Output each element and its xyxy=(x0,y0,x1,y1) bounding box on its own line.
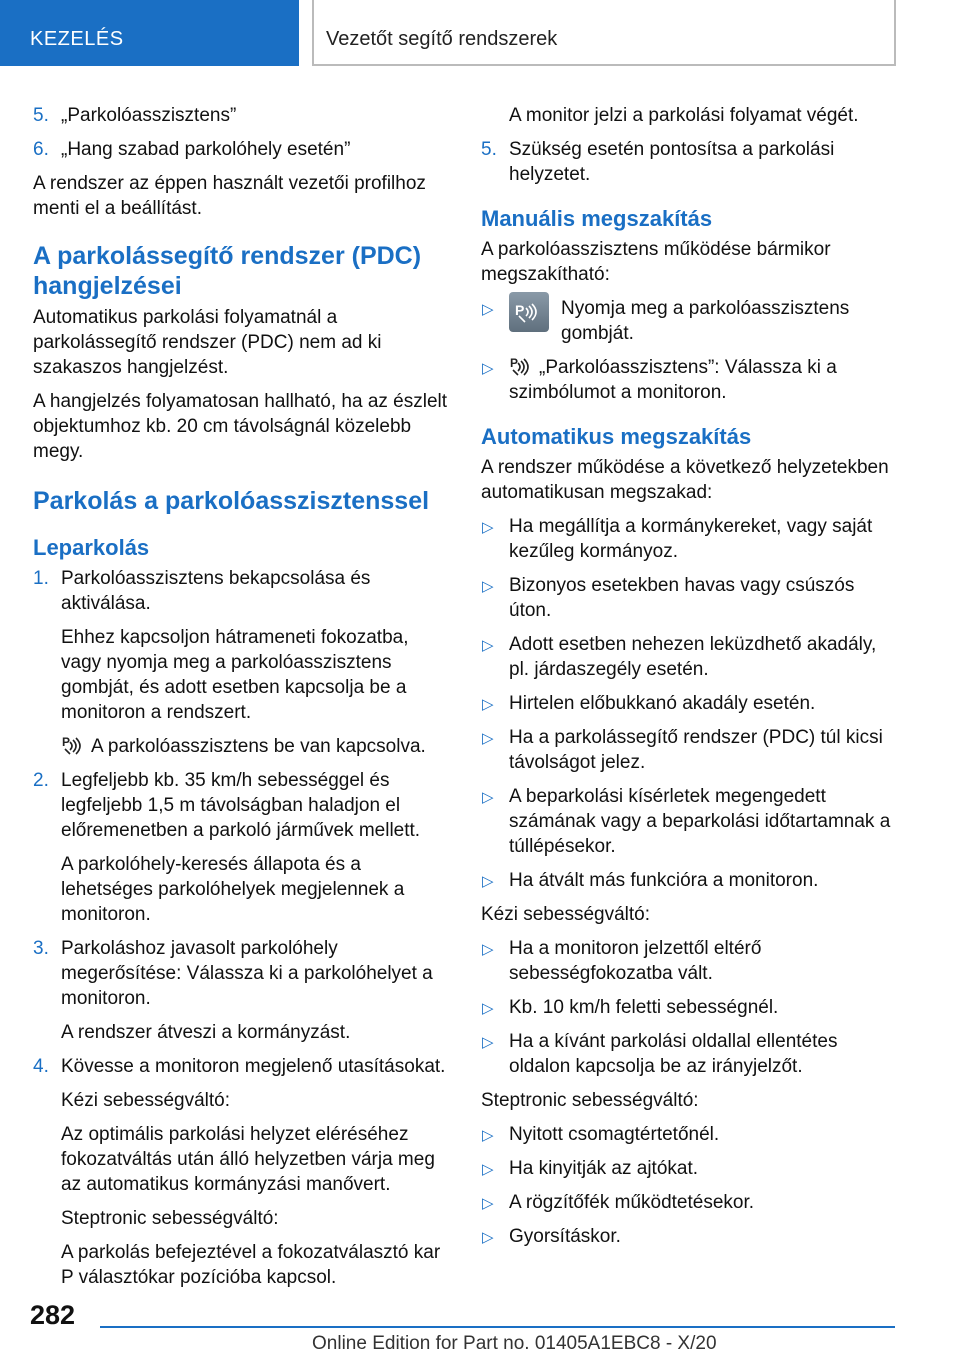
step-text: Parkolóasszisztens bekapcsolása és aktiválása. xyxy=(61,568,371,614)
bullet-item xyxy=(481,632,901,682)
bullet-text: „Parkolóasszisztens”: Válassza ki a szimbólumot a monitoron. xyxy=(509,357,837,403)
auto-bullet-list xyxy=(481,514,901,893)
item-number: 5. xyxy=(33,105,49,126)
intro-note: A rendszer az éppen használt vezetői profilhoz menti el a beállítást. xyxy=(33,173,426,219)
step-number: 3. xyxy=(33,938,49,959)
step-detail: A parkolás befejeztével a fokozatválasztó kar P választókar pozícióba kapcsol. xyxy=(61,1242,441,1288)
heading-leparkolas: Leparkolás xyxy=(33,535,150,560)
bullet-item xyxy=(481,868,901,893)
step-detail: A monitor jelzi a parkolási folyamat végét. xyxy=(509,105,859,126)
triangle-bullet-icon: ▷ xyxy=(482,941,494,958)
bullet-item xyxy=(481,784,901,859)
bullet-text: Ha átvált más funkcióra a monitoron. xyxy=(509,870,819,891)
step-item xyxy=(33,936,448,1011)
page-footer xyxy=(0,1290,960,1362)
step-item xyxy=(33,566,448,616)
item-number: 6. xyxy=(33,139,49,160)
bullet-text: Ha a parkolássegítő rendszer (PDC) túl kicsi távolságot jelez. xyxy=(509,727,883,773)
triangle-bullet-icon: ▷ xyxy=(482,1000,494,1017)
heading-pdc: A parkolássegítő rendszer (PDC) hangjelzései xyxy=(33,242,422,300)
step-detail: Kézi sebességváltó: xyxy=(61,1090,230,1111)
step-detail-text: A parkolóasszisztens be van kapcsolva. xyxy=(91,736,426,757)
chapter-tab xyxy=(312,0,896,66)
bullet-item xyxy=(481,1224,901,1249)
triangle-bullet-icon: ▷ xyxy=(482,1195,494,1212)
edition-text: Online Edition for Part no. 01405A1EBC8 - X/20 xyxy=(312,1333,717,1354)
manual-gear-label: Kézi sebességváltó: xyxy=(481,904,650,925)
triangle-bullet-icon: ▷ xyxy=(482,637,494,654)
footer-divider xyxy=(100,1326,895,1328)
paragraph: Automatikus parkolási folyamatnál a parkolássegítő rendszer (PDC) nem ad ki szakaszos hangjelzést. xyxy=(33,307,382,378)
steptronic-label: Steptronic sebességváltó: xyxy=(481,1090,699,1111)
bullet-text: Ha a kívánt parkolási oldallal ellentétes oldalon kapcsolja be az irányjelzőt. xyxy=(509,1031,838,1077)
parking-assistant-icon xyxy=(61,734,83,756)
bullet-text: Ha megállítja a kormánykereket, vagy saját kezűleg kormányoz. xyxy=(509,516,873,562)
item-text: „Hang szabad parkolóhely esetén” xyxy=(61,139,351,160)
triangle-bullet-icon: ▷ xyxy=(482,360,494,377)
step-number: 4. xyxy=(33,1056,49,1077)
page-number: 282 xyxy=(30,1300,76,1330)
triangle-bullet-icon: ▷ xyxy=(482,1034,494,1051)
bullet-item xyxy=(481,1190,901,1215)
heading-auto-cancel: Automatikus megszakítás xyxy=(481,424,752,449)
bullet-text: A rögzítőfék működtetésekor. xyxy=(509,1192,755,1213)
step-detail xyxy=(33,734,448,759)
step-text: Parkoláshoz javasolt parkolóhely megerősítése: Válassza ki a parkolóhelyet a monitoron. xyxy=(61,938,433,1009)
heading-manual-cancel: Manuális megszakítás xyxy=(481,206,713,231)
bullet-item xyxy=(481,1122,901,1147)
chapter-title: Vezetőt segítő rendszerek xyxy=(326,28,558,50)
item-text: „Parkolóasszisztens” xyxy=(61,105,237,126)
parking-assistant-icon xyxy=(509,355,531,377)
step-number: 5. xyxy=(481,139,497,160)
right-column xyxy=(481,103,901,1258)
triangle-bullet-icon: ▷ xyxy=(482,1161,494,1178)
bullet-text: Nyomja meg a parkolóasszisztens gombját. xyxy=(561,298,850,344)
bullet-item xyxy=(481,936,901,986)
bullet-text: Ha a monitoron jelzettől eltérő sebességfokozatba vált. xyxy=(509,938,762,984)
triangle-bullet-icon: ▷ xyxy=(482,1127,494,1144)
svg-text:P: P xyxy=(515,302,525,318)
manual-gear-bullet-list xyxy=(481,936,901,1079)
triangle-bullet-icon: ▷ xyxy=(482,301,494,318)
bullet-item xyxy=(481,1029,901,1079)
triangle-bullet-icon: ▷ xyxy=(482,789,494,806)
paragraph: A hangjelzés folyamatosan hallható, ha az észlelt objektumhoz kb. 20 cm távolságnál közelebb megy. xyxy=(33,391,448,462)
step-detail: A parkolóhely-keresés állapota és a lehetséges parkolóhelyek megjelennek a monitoron. xyxy=(61,854,405,925)
list-item xyxy=(33,103,448,128)
step-detail: A rendszer átveszi a kormányzást. xyxy=(61,1022,351,1043)
section-tab xyxy=(0,0,299,66)
bullet-text: A beparkolási kísérletek megengedett számának vagy a beparkolási időtartamnak a túllépésekor. xyxy=(509,786,891,857)
triangle-bullet-icon: ▷ xyxy=(482,873,494,890)
step-detail: Az optimális parkolási helyzet eléréséhez fokozatváltás után álló helyzetben várja meg az automatikus kormányzási manővert. xyxy=(61,1124,435,1195)
list-item xyxy=(33,137,448,162)
step-number: 2. xyxy=(33,770,49,791)
svg-text:P: P xyxy=(62,735,71,749)
bullet-item xyxy=(481,725,901,775)
triangle-bullet-icon: ▷ xyxy=(482,696,494,713)
step-detail: Steptronic sebességváltó: xyxy=(61,1208,279,1229)
bullet-text: Nyitott csomagtértetőnél. xyxy=(509,1124,720,1145)
steptronic-bullet-list xyxy=(481,1122,901,1249)
triangle-bullet-icon: ▷ xyxy=(482,730,494,747)
page-header xyxy=(0,0,960,66)
bullet-text: Hirtelen előbukkanó akadály esetén. xyxy=(509,693,816,714)
triangle-bullet-icon: ▷ xyxy=(482,578,494,595)
bullet-item xyxy=(481,1156,901,1181)
parking-assistant-button-icon xyxy=(509,292,549,332)
bullet-item xyxy=(481,995,901,1020)
bullet-item xyxy=(481,573,901,623)
step-text: Legfeljebb kb. 35 km/h sebességgel és legfeljebb 1,5 m távolságban haladjon el előremenetben a parkoló járművek mellett. xyxy=(61,770,421,841)
triangle-bullet-icon: ▷ xyxy=(482,519,494,536)
paragraph: A parkolóasszisztens működése bármikor megszakítható: xyxy=(481,239,831,285)
svg-text:P: P xyxy=(510,356,519,370)
left-column xyxy=(33,103,448,1299)
bullet-item xyxy=(481,296,901,346)
step-item xyxy=(33,1054,448,1079)
bullet-text: Bizonyos esetekben havas vagy csúszós úton. xyxy=(509,575,855,621)
step-text: Szükség esetén pontosítsa a parkolási helyzetet. xyxy=(509,139,835,185)
bullet-text: Adott esetben nehezen leküzdhető akadály, pl. járdaszegély esetén. xyxy=(509,634,877,680)
heading-parking: Parkolás a parkolóasszisztenssel xyxy=(33,487,430,515)
bullet-item xyxy=(481,691,901,716)
step-number: 1. xyxy=(33,568,49,589)
bullet-text: Ha kinyitják az ajtókat. xyxy=(509,1158,699,1179)
step-item xyxy=(481,137,901,187)
bullet-item xyxy=(481,514,901,564)
step-detail: Ehhez kapcsoljon hátrameneti fokozatba, vagy nyomja meg a parkolóasszisztens gombját, és adott esetben kapcsolja be a monitoron a rendszert. xyxy=(61,627,409,723)
triangle-bullet-icon: ▷ xyxy=(482,1229,494,1246)
paragraph: A rendszer működése a következő helyzetekben automatikusan megszakad: xyxy=(481,457,889,503)
bullet-text: Gyorsításkor. xyxy=(509,1226,621,1247)
section-title: KEZELÉS xyxy=(30,28,124,50)
step-item xyxy=(33,768,448,843)
bullet-item xyxy=(481,355,901,405)
step-text: Kövesse a monitoron megjelenő utasításokat. xyxy=(61,1056,446,1077)
bullet-text: Kb. 10 km/h feletti sebességnél. xyxy=(509,997,779,1018)
